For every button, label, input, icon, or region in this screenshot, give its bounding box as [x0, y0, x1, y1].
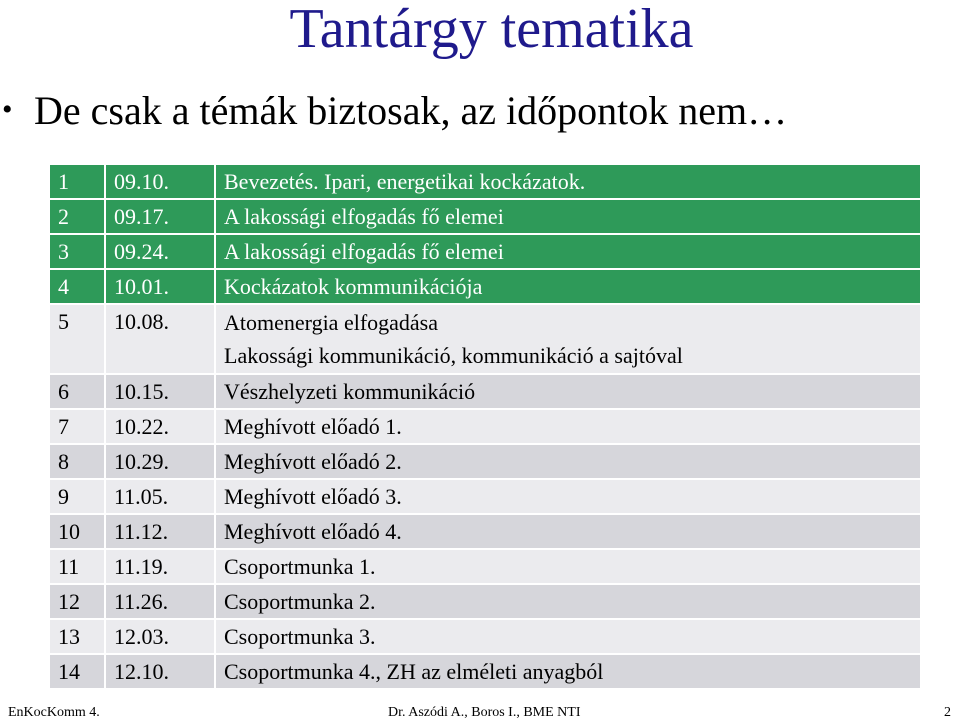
session-number: 11 — [49, 549, 105, 584]
footer-authors: Dr. Aszódi A., Boros I., BME NTI — [388, 705, 581, 720]
table-row — [49, 269, 921, 304]
slide-footer — [0, 703, 959, 724]
session-topic: Kockázatok kommunikációja — [215, 269, 921, 304]
table-row — [49, 374, 921, 409]
session-topic: Csoportmunka 2. — [215, 584, 921, 619]
session-date: 10.22. — [105, 409, 215, 444]
session-date: 12.10. — [105, 654, 215, 689]
bullet-marker: • — [2, 93, 13, 126]
table-row — [49, 444, 921, 479]
table-row — [49, 199, 921, 234]
session-number: 3 — [49, 234, 105, 269]
session-number: 13 — [49, 619, 105, 654]
session-topic: Csoportmunka 3. — [215, 619, 921, 654]
table-row — [49, 409, 921, 444]
table-row — [49, 234, 921, 269]
footer-course-code: EnKocKomm 4. — [8, 705, 100, 720]
table-row — [49, 549, 921, 584]
session-date: 09.10. — [105, 164, 215, 199]
session-date: 09.24. — [105, 234, 215, 269]
table-row — [49, 654, 921, 689]
session-topic: Meghívott előadó 3. — [215, 479, 921, 514]
session-date: 10.29. — [105, 444, 215, 479]
table-row — [49, 164, 921, 199]
session-date: 12.03. — [105, 619, 215, 654]
table-row — [49, 479, 921, 514]
session-number: 7 — [49, 409, 105, 444]
session-topic-line: Lakossági kommunikáció, kommunikáció a sajtóval — [224, 343, 683, 368]
bullet-text: De csak a témák biztosak, az időpontok nem… — [34, 87, 788, 133]
session-number: 8 — [49, 444, 105, 479]
session-date — [105, 304, 215, 374]
session-number-text: 5 — [58, 309, 69, 334]
footer-page-number: 2 — [944, 705, 951, 720]
table-row — [49, 304, 921, 374]
session-date-text: 10.08. — [114, 309, 169, 334]
slide-title: Tantárgy tematika — [289, 0, 694, 60]
session-date: 09.17. — [105, 199, 215, 234]
session-number: 10 — [49, 514, 105, 549]
session-topic: Csoportmunka 4., ZH az elméleti anyagból — [215, 654, 921, 689]
session-number: 4 — [49, 269, 105, 304]
session-number: 14 — [49, 654, 105, 689]
session-number: 6 — [49, 374, 105, 409]
session-topic: Vészhelyzeti kommunikáció — [215, 374, 921, 409]
table-row — [49, 619, 921, 654]
session-number: 9 — [49, 479, 105, 514]
session-date: 11.19. — [105, 549, 215, 584]
session-date: 11.26. — [105, 584, 215, 619]
session-number: 12 — [49, 584, 105, 619]
session-topic: Meghívott előadó 4. — [215, 514, 921, 549]
session-topic: Meghívott előadó 2. — [215, 444, 921, 479]
session-topic — [215, 304, 921, 374]
table-row — [49, 514, 921, 549]
session-number: 2 — [49, 199, 105, 234]
session-topic: Bevezetés. Ipari, energetikai kockázatok. — [215, 164, 921, 199]
session-topic: Meghívott előadó 1. — [215, 409, 921, 444]
session-date: 10.01. — [105, 269, 215, 304]
session-topic: A lakossági elfogadás fő elemei — [215, 199, 921, 234]
session-number — [49, 304, 105, 374]
session-date: 10.15. — [105, 374, 215, 409]
schedule-table — [48, 163, 922, 690]
bullet-point — [2, 80, 787, 140]
session-date: 11.12. — [105, 514, 215, 549]
table-row — [49, 584, 921, 619]
session-topic: A lakossági elfogadás fő elemei — [215, 234, 921, 269]
session-topic-line: Atomenergia elfogadása — [224, 310, 439, 335]
session-number: 1 — [49, 164, 105, 199]
session-topic: Csoportmunka 1. — [215, 549, 921, 584]
session-date: 11.05. — [105, 479, 215, 514]
